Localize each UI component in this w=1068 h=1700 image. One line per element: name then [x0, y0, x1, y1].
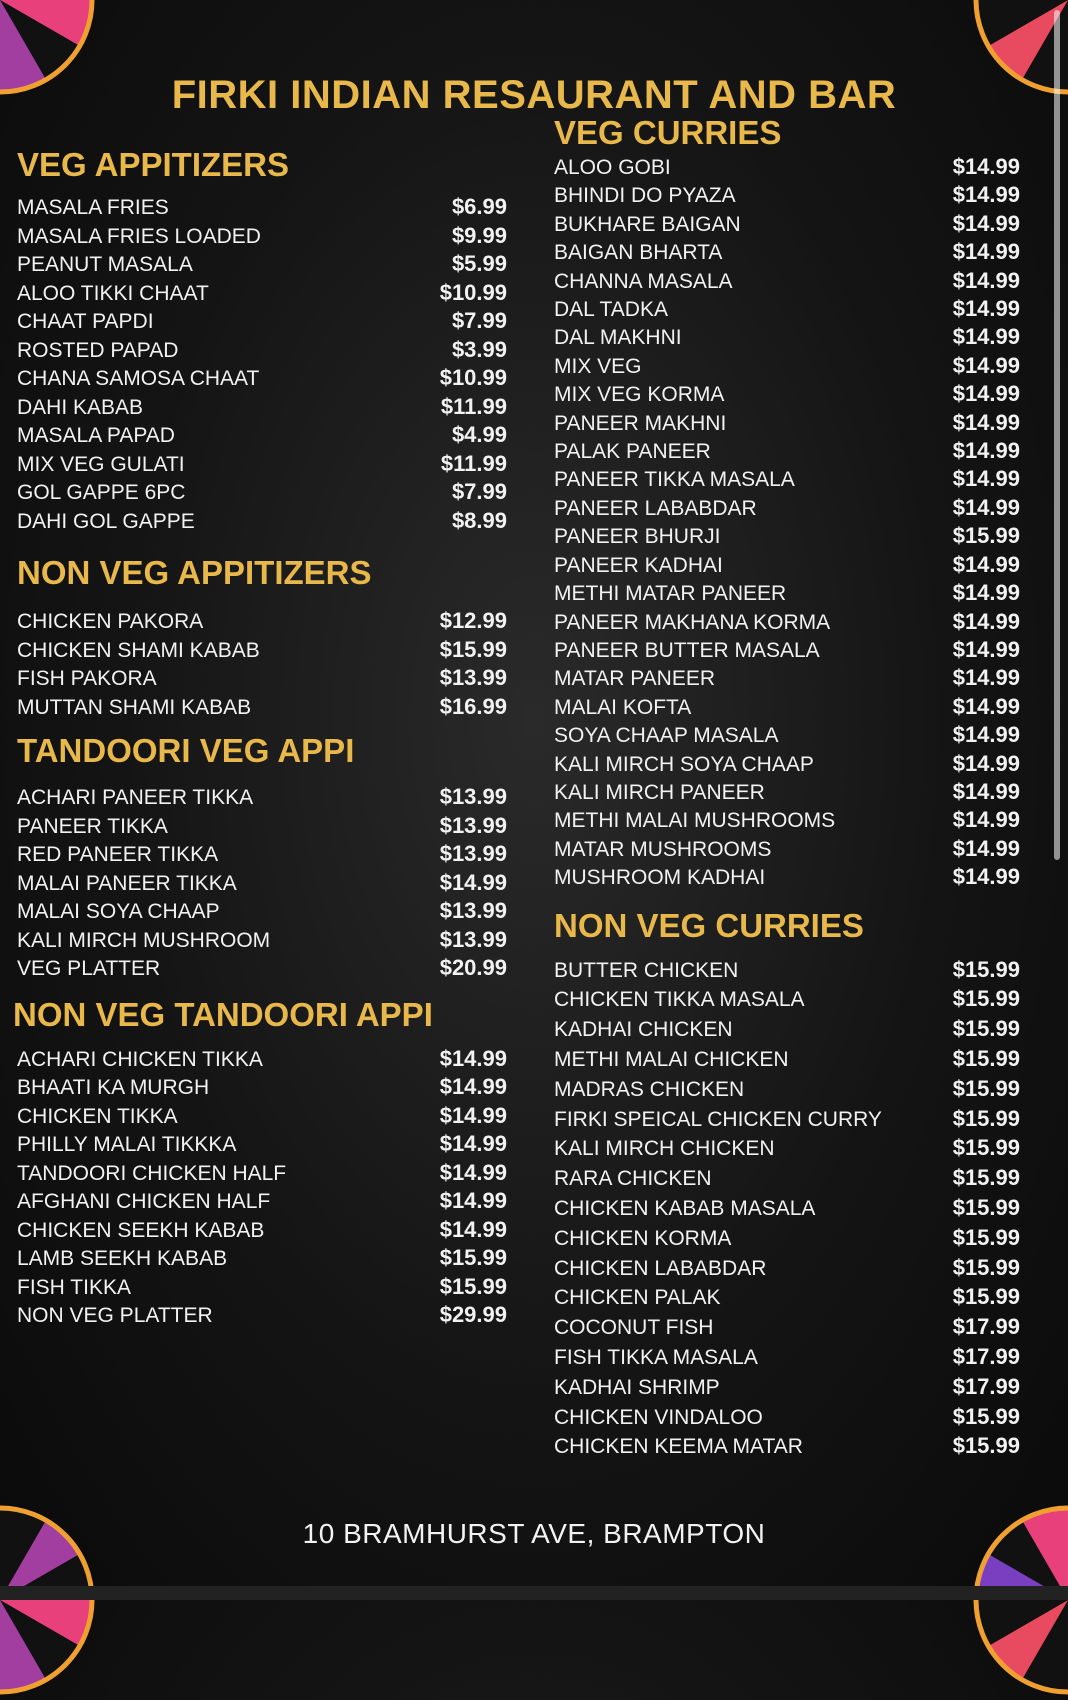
menu-item	[554, 956, 1020, 986]
menu-item-name: CHICKEN SEEKH KABAB	[17, 1218, 265, 1242]
menu-item-price: $14.99	[952, 665, 1020, 691]
menu-item	[554, 1045, 1020, 1075]
menu-item-price: $14.99	[952, 580, 1020, 606]
menu-item-name: PANEER KADHAI	[554, 553, 723, 577]
menu-item	[554, 806, 1020, 834]
menu-item	[554, 465, 1020, 493]
section-veg-appitizers	[17, 145, 507, 535]
menu-item	[554, 210, 1020, 238]
menu-item	[17, 507, 507, 536]
menu-item	[17, 1301, 507, 1330]
menu-item-name: METHI MALAI CHICKEN	[554, 1047, 789, 1071]
section-heading: VEG CURRIES	[554, 114, 782, 151]
menu-item	[554, 835, 1020, 863]
section-veg-curries	[554, 113, 1020, 892]
menu-item	[17, 812, 507, 841]
restaurant-title: FIRKI INDIAN RESAURANT AND BAR	[171, 72, 897, 117]
menu-item-price: $10.99	[439, 365, 507, 390]
menu-item-name: MIX VEG	[554, 354, 642, 378]
menu-item-name: PEANUT MASALA	[17, 253, 193, 276]
menu-item-price: $13.99	[439, 665, 507, 690]
menu-item	[554, 1432, 1020, 1462]
menu-item	[554, 1313, 1020, 1343]
menu-item-price: $15.99	[952, 1165, 1020, 1191]
menu-item-name: VEG PLATTER	[17, 957, 161, 980]
section-non-veg-curries	[554, 906, 1020, 1463]
menu-item	[17, 1130, 507, 1159]
section-tandoori-veg-appi	[17, 731, 507, 983]
menu-item-price: $14.99	[952, 864, 1020, 890]
menu-item-name: BUKHARE BAIGAN	[554, 212, 741, 236]
menu-item-price: $14.99	[952, 693, 1020, 719]
menu-item-price: $14.99	[952, 551, 1020, 577]
menu-item-price: $14.99	[952, 296, 1020, 322]
menu-item-name: RARA CHICKEN	[554, 1167, 712, 1191]
menu-item-name: DAL MAKHNI	[554, 326, 682, 350]
menu-item-name: CHICKEN KORMA	[554, 1226, 732, 1250]
menu-item	[17, 393, 507, 422]
menu-item-price: $9.99	[451, 222, 507, 248]
menu-item-price: $15.99	[952, 1433, 1020, 1459]
item-list	[17, 607, 507, 721]
menu-item	[554, 693, 1020, 721]
menu-item	[554, 352, 1020, 380]
menu-item-name: BHAATI KA MURGH	[17, 1076, 210, 1099]
menu-item	[554, 778, 1020, 806]
menu-item-name: ALOO GOBI	[554, 156, 671, 179]
menu-item-name: MASALA FRIES LOADED	[17, 224, 261, 248]
menu-item-price: $12.99	[439, 608, 507, 633]
menu-item-price: $6.99	[451, 194, 507, 219]
menu-item-price: $14.99	[439, 1131, 507, 1156]
menu-item-price: $14.99	[952, 636, 1020, 662]
menu-item-price: $14.99	[439, 1102, 507, 1128]
menu-item-price: $15.99	[952, 1105, 1020, 1131]
menu-item	[554, 551, 1020, 579]
menu-item-name: CHANNA MASALA	[554, 269, 733, 293]
menu-item-name: MADRAS CHICKEN	[554, 1077, 745, 1101]
menu-item-price: $15.99	[952, 986, 1020, 1012]
menu-item	[554, 985, 1020, 1015]
menu-item	[17, 1045, 507, 1074]
menu-item-name: LAMB SEEKH KABAB	[17, 1247, 228, 1270]
menu-item	[554, 1224, 1020, 1254]
menu-item-name: PHILLY MALAI TIKKKA	[17, 1133, 237, 1156]
menu-item	[17, 421, 507, 450]
menu-item	[554, 721, 1020, 749]
menu-item-name: PANEER BHURJI	[554, 525, 721, 549]
menu-item-name: CHICKEN PAKORA	[17, 610, 204, 633]
menu-item	[554, 636, 1020, 664]
menu-item	[554, 409, 1020, 437]
menu-item-price: $14.99	[952, 352, 1020, 378]
menu-item-price: $14.99	[439, 1188, 507, 1213]
menu-item-name: ALOO TIKKI CHAAT	[17, 281, 209, 305]
item-list	[554, 956, 1020, 1463]
menu-item-name: METHI MALAI MUSHROOMS	[554, 809, 836, 833]
menu-item	[17, 307, 507, 336]
menu-item-name: ACHARI CHICKEN TIKKA	[17, 1047, 263, 1071]
menu-item	[554, 1015, 1020, 1045]
menu-item-price: $16.99	[439, 693, 507, 719]
menu-item-name: CHAAT PAPDI	[17, 310, 154, 333]
menu-item-name: CHICKEN KEEMA MATAR	[554, 1435, 803, 1459]
menu-item-name: CHICKEN TIKKA MASALA	[554, 988, 805, 1012]
menu-item-price: $8.99	[451, 507, 507, 533]
menu-item-name: MATAR MUSHROOMS	[554, 837, 772, 861]
menu-item	[554, 522, 1020, 550]
menu-item-name: SOYA CHAAP MASALA	[554, 724, 779, 748]
menu-item-price: $14.99	[439, 1159, 507, 1185]
menu-item	[17, 1187, 507, 1216]
menu-item-name: NON VEG PLATTER	[17, 1304, 213, 1327]
menu-item-price: $15.99	[952, 1254, 1020, 1280]
menu-item-price: $14.99	[952, 239, 1020, 265]
menu-item-name: RED PANEER TIKKA	[17, 843, 219, 866]
menu-item-price: $11.99	[440, 450, 507, 476]
menu-item	[554, 1283, 1020, 1313]
menu-item-name: MALAI SOYA CHAAP	[17, 900, 220, 923]
menu-item	[554, 295, 1020, 323]
menu-item-name: KALI MIRCH PANEER	[554, 780, 765, 804]
menu-item-price: $29.99	[439, 1302, 507, 1327]
menu-item-price: $15.99	[952, 1135, 1020, 1161]
menu-item-name: MIX VEG GULATI	[17, 452, 185, 476]
menu-item	[17, 926, 507, 955]
menu-item-name: ACHARI PANEER TIKKA	[17, 786, 254, 809]
menu-item-name: TANDOORI CHICKEN HALF	[17, 1161, 287, 1185]
menu-item	[554, 579, 1020, 607]
menu-item-name: CHANA SAMOSA CHAAT	[17, 367, 260, 390]
item-list	[17, 193, 507, 535]
menu-item-price: $13.99	[439, 926, 507, 952]
menu-item-price: $14.99	[952, 608, 1020, 634]
menu-item-name: MASALA PAPAD	[17, 424, 175, 447]
menu-item-price: $15.99	[952, 1284, 1020, 1310]
menu-item	[554, 181, 1020, 209]
menu-item	[554, 1403, 1020, 1433]
menu-item-name: FISH TIKKA	[17, 1275, 131, 1299]
menu-item	[554, 238, 1020, 266]
menu-item	[554, 608, 1020, 636]
menu-item	[17, 783, 507, 812]
menu-item-name: KADHAI CHICKEN	[554, 1018, 733, 1042]
menu-item	[17, 1216, 507, 1245]
menu-item	[17, 897, 507, 926]
menu-item	[17, 954, 507, 983]
menu-item-name: PANEER TIKKA	[17, 814, 168, 838]
menu-item-price: $14.99	[952, 778, 1020, 804]
menu-item-name: KALI MIRCH CHICKEN	[554, 1137, 775, 1161]
menu-item	[554, 267, 1020, 295]
menu-item-name: BHINDI DO PYAZA	[554, 184, 736, 208]
section-heading: VEG APPITIZERS	[17, 146, 289, 183]
menu-item-name: PANEER MAKHNI	[554, 411, 727, 435]
menu-item-price: $14.99	[439, 869, 507, 895]
menu-item	[554, 323, 1020, 351]
menu-item-price: $17.99	[952, 1314, 1020, 1340]
menu-item-price: $15.99	[439, 1273, 507, 1299]
menu-item	[554, 1134, 1020, 1164]
menu-item	[554, 1105, 1020, 1135]
menu-column-right	[554, 113, 1020, 1462]
item-list	[17, 1045, 507, 1330]
menu-item-name: DAHI KABAB	[17, 395, 144, 419]
menu-item	[17, 336, 507, 365]
menu-item-name: PANEER BUTTER MASALA	[554, 638, 820, 662]
menu-item	[17, 222, 507, 251]
menu-item	[554, 1343, 1020, 1373]
menu-item-name: DAHI GOL GAPPE	[17, 509, 195, 533]
menu-item-price: $14.99	[439, 1074, 507, 1099]
menu-item	[554, 1075, 1020, 1105]
menu-item-price: $7.99	[451, 479, 507, 504]
menu-column-left	[13, 145, 507, 1330]
menu-item	[17, 1244, 507, 1273]
menu-item	[554, 863, 1020, 891]
menu-item-price: $13.99	[439, 784, 507, 809]
menu-item	[554, 1373, 1020, 1403]
section-heading: NON VEG CURRIES	[554, 906, 864, 944]
menu-item	[17, 1102, 507, 1131]
menu-item-name: PANEER TIKKA MASALA	[554, 468, 795, 492]
menu-item	[17, 250, 507, 279]
menu-item	[554, 750, 1020, 778]
menu-item-price: $14.99	[952, 210, 1020, 236]
menu-item-price: $13.99	[439, 898, 507, 923]
menu-item-name: KADHAI SHRIMP	[554, 1375, 720, 1399]
menu-item	[17, 450, 507, 479]
menu-item-price: $14.99	[952, 807, 1020, 833]
menu-item	[17, 1073, 507, 1102]
menu-item-name: DAL TADKA	[554, 298, 668, 322]
menu-item-name: COCONUT FISH	[554, 1316, 714, 1340]
menu-item-price: $13.99	[439, 841, 507, 866]
menu-item-price: $14.99	[952, 438, 1020, 464]
menu-item-name: CHICKEN TIKKA	[17, 1104, 178, 1128]
menu-item-name: MASALA FRIES	[17, 196, 169, 219]
menu-item-price: $5.99	[451, 251, 507, 276]
menu-item	[554, 437, 1020, 465]
menu-item	[554, 1194, 1020, 1224]
menu-item-price: $14.99	[952, 494, 1020, 520]
menu-item-price: $15.99	[439, 636, 507, 662]
menu-item-price: $14.99	[952, 381, 1020, 407]
menu-item	[17, 1273, 507, 1302]
menu-item	[17, 840, 507, 869]
menu-item-name: MALAI PANEER TIKKA	[17, 871, 237, 895]
menu-item-price: $15.99	[952, 1075, 1020, 1101]
section-heading: NON VEG APPITIZERS	[17, 554, 372, 591]
menu-item	[554, 1254, 1020, 1284]
item-list	[17, 783, 507, 983]
section-non-veg-appitizers	[17, 553, 507, 721]
menu-item-name: PANEER LABABDAR	[554, 496, 757, 520]
section-non-veg-tandoori-appi	[13, 995, 507, 1330]
section-heading: TANDOORI VEG APPI	[17, 732, 355, 769]
menu-item	[17, 478, 507, 507]
menu-item-price: $14.99	[439, 1045, 507, 1071]
item-list	[554, 153, 1020, 892]
menu-item	[17, 636, 507, 665]
menu-item-name: GOL GAPPE 6PC	[17, 481, 186, 504]
menu-item-name: MUTTAN SHAMI KABAB	[17, 695, 252, 719]
menu-item-price: $15.99	[952, 1224, 1020, 1250]
menu-item-name: MALAI KOFTA	[554, 695, 692, 719]
menu-item-name: KALI MIRCH MUSHROOM	[17, 928, 271, 952]
menu-item-price: $17.99	[952, 1343, 1020, 1369]
menu-item-name: PALAK PANEER	[554, 440, 711, 464]
menu-item	[554, 1164, 1020, 1194]
vertical-scrollbar[interactable]	[1054, 10, 1060, 860]
menu-item-name: BAIGAN BHARTA	[554, 241, 723, 265]
menu-item-name: MATAR PANEER	[554, 667, 716, 691]
menu-item-price: $11.99	[440, 393, 507, 419]
menu-item-price: $10.99	[439, 279, 507, 305]
menu-item	[17, 279, 507, 308]
menu-item-name: MIX VEG KORMA	[554, 383, 725, 407]
menu-item	[554, 664, 1020, 692]
menu-item-price: $7.99	[451, 308, 507, 333]
menu-item	[17, 693, 507, 722]
menu-item-price: $4.99	[451, 422, 507, 447]
menu-item-price: $14.99	[952, 750, 1020, 776]
menu-item-name: FISH TIKKA MASALA	[554, 1345, 758, 1369]
menu-item	[17, 193, 507, 222]
menu-item-name: ROSTED PAPAD	[17, 338, 179, 362]
menu-item-price: $15.99	[952, 1016, 1020, 1042]
menu-item-name: CHICKEN LABABDAR	[554, 1256, 767, 1280]
menu-item-price: $14.99	[952, 324, 1020, 350]
menu-item-price: $14.99	[952, 835, 1020, 861]
menu-item-name: CHICKEN PALAK	[554, 1286, 721, 1310]
menu-item	[17, 364, 507, 393]
menu-item-name: CHICKEN VINDALOO	[554, 1405, 763, 1429]
menu-item-price: $3.99	[451, 336, 507, 362]
menu-item	[554, 380, 1020, 408]
menu-item	[17, 664, 507, 693]
bottom-bar	[0, 1586, 1068, 1600]
menu-item-price: $14.99	[952, 409, 1020, 435]
menu-item-name: AFGHANI CHICKEN HALF	[17, 1190, 271, 1213]
menu-item-price: $15.99	[952, 523, 1020, 549]
menu-item-price: $14.99	[439, 1216, 507, 1242]
menu-item-price: $20.99	[439, 955, 507, 980]
menu-item-name: CHICKEN SHAMI KABAB	[17, 638, 260, 662]
menu-item-price: $15.99	[952, 1403, 1020, 1429]
restaurant-address: 10 BRAMHURST AVE, BRAMPTON	[302, 1518, 766, 1549]
menu-item	[554, 153, 1020, 181]
menu-item-price: $13.99	[439, 812, 507, 838]
menu-item-price: $17.99	[952, 1373, 1020, 1399]
menu-item-price: $14.99	[952, 466, 1020, 492]
section-heading: NON VEG TANDOORI APPI	[13, 995, 433, 1033]
menu-item-price: $15.99	[952, 1194, 1020, 1220]
menu-item	[554, 494, 1020, 522]
menu-item-price: $15.99	[952, 956, 1020, 982]
menu-item	[17, 869, 507, 898]
menu-item-name: PANEER MAKHANA KORMA	[554, 610, 831, 634]
menu-item-price: $15.99	[439, 1245, 507, 1270]
menu-item-price: $14.99	[952, 267, 1020, 293]
menu-item	[17, 1159, 507, 1188]
menu-item-name: MUSHROOM KADHAI	[554, 866, 766, 890]
menu-item-name: BUTTER CHICKEN	[554, 958, 739, 982]
menu-item-price: $14.99	[952, 154, 1020, 179]
menu-item-name: FIRKI SPEICAL CHICKEN CURRY	[554, 1107, 882, 1131]
menu-item-price: $14.99	[952, 722, 1020, 748]
menu-item-name: FISH PAKORA	[17, 667, 157, 690]
menu-item	[17, 607, 507, 636]
menu-item-price: $15.99	[952, 1045, 1020, 1071]
menu-item-name: KALI MIRCH SOYA CHAAP	[554, 752, 814, 776]
menu-item-price: $14.99	[952, 182, 1020, 208]
menu-item-name: CHICKEN KABAB MASALA	[554, 1196, 816, 1220]
menu-item-name: METHI MATAR PANEER	[554, 582, 787, 606]
